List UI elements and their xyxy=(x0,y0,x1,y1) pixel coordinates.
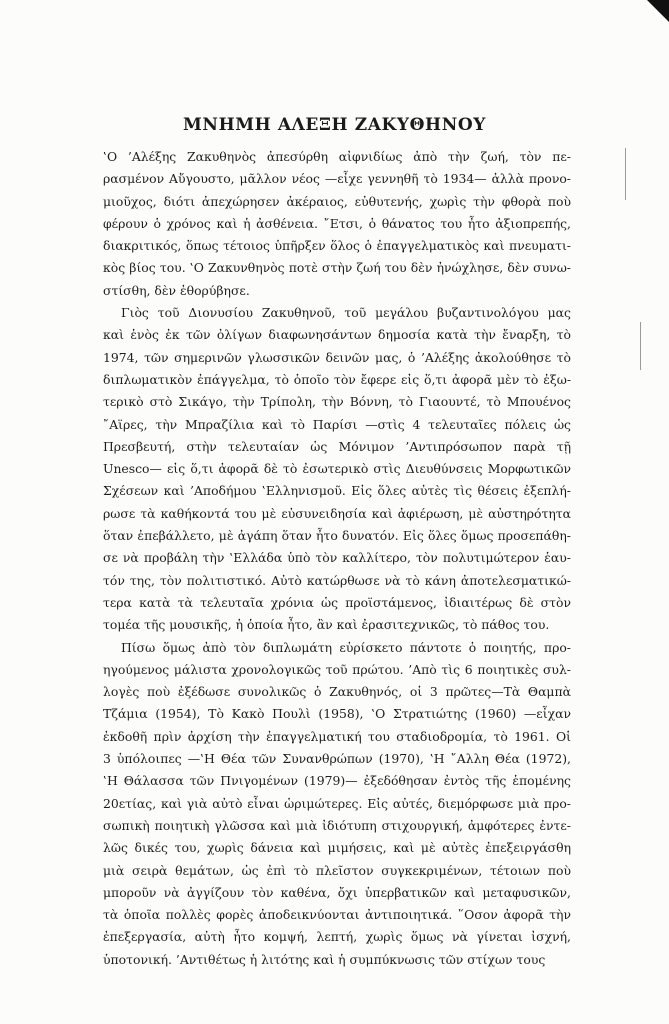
text-line: ρωσε τὰ καθήκοντά του μὲ εὐσυνειδησία καὶ ἀφιέρωση, μὲ αὐστηρότητα xyxy=(103,505,571,521)
text-line: φέρουν ὁ χρόνος καὶ ἡ ἀσθένεια. ῎Ετσι, ὁ θάνατος του ἦτο ἀξιοπρεπής, xyxy=(103,215,571,231)
page-title: ΜΝΗΜΗ ΑΛΕΞΗ ΖΑΚΥΘΗΝΟΥ xyxy=(183,115,486,136)
paragraph xyxy=(103,302,571,636)
text-line: τομέα τῆς μουσικῆς, ἡ ὁποία ἦτο, ἂν καὶ ἐρασιτεχνικῶς, τὸ πάθος του. xyxy=(103,617,550,633)
text-line: στίσθη, δὲν ἐθορύβησε. xyxy=(103,282,250,298)
paragraph xyxy=(103,146,571,302)
page-corner-mark xyxy=(647,0,669,22)
text-line: τόν της, τὸν πολιτιστικό. Αὐτὸ κατώρθωσε νὰ τὸ κάνη ἀποτελεσματικώ- xyxy=(103,572,571,588)
text-line: Unesco— εἰς ὅ,τι ἀφορᾶ δὲ τὸ ἐσωτερικὸ στὶς Διευθύνσεις Μορφωτικῶν xyxy=(103,461,571,477)
text-line: ἐκδοθῆ πρὶν ἀρχίση τὴν ἐπαγγελματική του σταδιοδρομία, τὸ 1961. Οἱ xyxy=(103,728,571,744)
text-line: τερα κατὰ τὰ τελευταῖα χρόνια ὡς προϊστάμενος, ἰδιαιτέρως δὲ στὸν xyxy=(103,594,571,610)
text-line: Γιὸς τοῦ Διονυσίου Ζακυθηνοῦ, τοῦ μεγάλου βυζαντινολόγου μας xyxy=(121,305,571,321)
text-line: κὸς βίος του. ‛Ο Ζακυνθηνὸς ποτὲ στὴν ζωή του δὲν ἠνώχλησε, δὲν συνω- xyxy=(103,260,571,276)
text-line: ὑποτονική. ’Αντιθέτως ἡ λιτότης καὶ ἡ συμπύκνωσις τῶν στίχων τους xyxy=(103,951,546,967)
text-line: Πίσω ὅμως ἀπὸ τὸν διπλωμάτη εὑρίσκετο πάντοτε ὁ ποιητής, προ- xyxy=(121,639,571,655)
text-line: σε νὰ προβάλη τὴν ‛Ελλάδα ὑπὸ τὸν καλλίτερο, τὸν πολυτιμώτερον ἑαυ- xyxy=(103,550,571,566)
text-line: μιοῦχος, διότι ἀπεχώρησεν ἀκέραιος, εὐθυτενής, χωρὶς τὴν φθορὰ ποὺ xyxy=(103,193,571,209)
text-line: ρασμένον Αὔγουστο, μᾶλλον νέος —εἶχε γεννηθῆ τὸ 1934— ἀλλὰ προνο- xyxy=(103,171,571,187)
text-line: ‛Η Θάλασσα τῶν Πνιγομένων (1979)— ἐξεδόθησαν ἐντὸς τῆς ἑπομένης xyxy=(103,773,571,789)
text-line: καὶ ἑνὸς ἐκ τῶν ὀλίγων διαφωνησάντων δημοσία κατὰ τὴν ἔναρξη, τὸ xyxy=(103,327,571,343)
margin-mark xyxy=(640,322,641,370)
text-line: μποροῦν νὰ ἀγγίζουν τὸν καθένα, ὄχι ὑπερβατικῶν καὶ μεταφυσικῶν, xyxy=(103,884,571,900)
text-line: ηγούμενος μάλιστα χρονολογικῶς τοῦ πρώτου. ’Απὸ τὶς 6 ποιητικὲς συλ- xyxy=(103,661,571,677)
paragraph xyxy=(103,637,571,971)
margin-mark xyxy=(625,148,626,200)
text-line: τὰ ὁποῖα πολλὲς φορὲς ἀποδεικνύονται ἀντιποιητικά. ῞Οσον ἀφορᾶ τὴν xyxy=(103,907,571,923)
text-line: Πρεσβευτή, στὴν τελευταίαν ὡς Μόνιμον ’Αντιπρόσωπον παρὰ τῇ xyxy=(103,438,571,454)
text-line: 3 ὑπόλοιπες —‛Η Θέα τῶν Συνανθρώπων (1970), ‛Η ῎Αλλη Θέα (1972), xyxy=(103,751,571,767)
text-line: ῎Αϊρες, τὴν Μπραζίλια καὶ τὸ Παρίσι —στὶς 4 τελευταῖες πόλεις ὡς xyxy=(103,416,571,432)
text-line: ἐπεξεργασία, αὐτὴ ἦτο κομψή, λεπτή, χωρὶς ὅμως νὰ γίνεται ἰσχνή, xyxy=(103,929,571,945)
text-line: 1974, τῶν σημερινῶν γλωσσικῶν δεινῶν μας, ὁ ’Αλέξης ἀκολούθησε τὸ xyxy=(103,349,571,365)
text-line: λογὲς ποὺ ἐξέδωσε συνολικῶς ὁ Ζακυθηνός, οἱ 3 πρῶτες—Τὰ Θαμπὰ xyxy=(103,684,571,700)
text-line: λῶς δικές του, χωρὶς δάνεια καὶ μιμήσεις, καὶ μὲ αὐτὲς ἐπεξειργάσθη xyxy=(103,840,571,856)
text-line: διπλωματικὸν ἐπάγγελμα, τὸ ὁποῖο τὸν ἔφερε εἰς ὅ,τι ἀφορᾶ μὲν τὸ ἐξω- xyxy=(103,371,571,387)
text-line: Σχέσεων καὶ ’Αποδήμου ‛Ελληνισμοῦ. Εἰς ὅλες αὐτὲς τὶς θέσεις ἐξεπλή- xyxy=(103,483,571,499)
text-line: Τζάμια (1954), Τὸ Κακὸ Πουλὶ (1958), ‛Ο Στρατιώτης (1960) —εἶχαν xyxy=(103,706,571,722)
article-body xyxy=(103,146,571,971)
text-line: ‛Ο ’Αλέξης Ζακυθηνὸς ἀπεσύρθη αἰφνιδίως ἀπὸ τὴν ζωή, τὸν πε- xyxy=(103,149,571,164)
text-line: σωπικὴ ποιητικὴ γλῶσσα καὶ μιὰ ἰδιότυπη στιχουργική, ἀμφότερες ἐντε- xyxy=(103,817,571,833)
text-line: 20ετίας, καὶ γιὰ αὐτὸ εἶναι ὡριμώτερες. Εἰς αὐτές, διεμόρφωσε μιὰ προ- xyxy=(103,795,571,811)
text-line: διακριτικός, ὅπως τέτοιος ὑπῆρξεν ὅλος ὁ ἐπαγγελματικὸς καὶ πνευματι- xyxy=(103,238,571,254)
text-line: ὅταν ἐπεβάλλετο, μὲ ἀγάπη ὅταν ἦτο δυνατόν. Εἰς ὅλες ὅμως προσεπάθη- xyxy=(103,528,571,544)
text-line: μιὰ σειρὰ θεμάτων, ὡς ἐπὶ τὸ πλεῖστον συγκεκριμένων, τέτοιων ποὺ xyxy=(103,862,571,878)
text-line: τερικὸ στὸ Σικάγο, τὴν Τρίπολη, τὴν Βόννη, τὸ Γιαουντέ, τὸ Μπουένος xyxy=(103,394,571,410)
